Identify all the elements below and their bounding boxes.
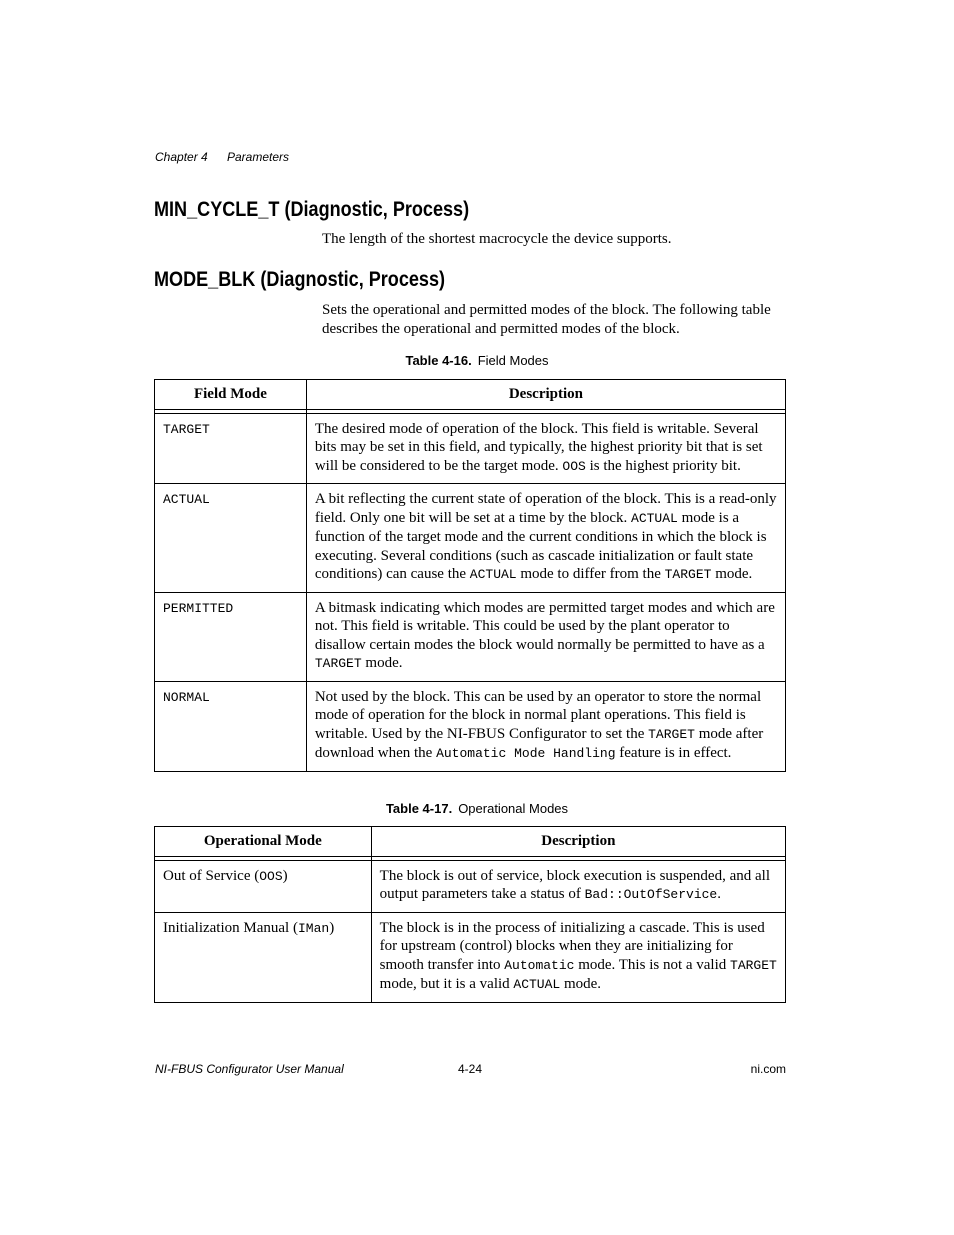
desc-text: .: [717, 886, 721, 902]
mode-value: PERMITTED: [163, 600, 234, 616]
desc-code: Automatic Mode Handling: [436, 746, 616, 761]
footer-page-number: 4-24: [458, 1062, 483, 1076]
mode-text: ): [329, 919, 335, 936]
footer-manual-title: NI-FBUS Configurator User Manual: [155, 1062, 344, 1076]
description-cell: [306, 413, 785, 484]
chapter-label: Chapter 4: [155, 150, 208, 164]
mode-text: ): [282, 867, 288, 884]
mode-code: OOS: [259, 868, 283, 884]
section-body-mode-blk: [322, 301, 792, 338]
desc-text: mode.: [560, 976, 602, 992]
mode-text: Out of Service (: [163, 867, 260, 884]
desc-code: TARGET: [664, 567, 712, 582]
table-row: [155, 413, 786, 484]
desc-text: A bit reflecting the current state of operation of the block. This is a read-only field. Only one bit will be set at a time by the block.: [314, 491, 777, 526]
mode-cell: [155, 681, 307, 771]
section-heading-min-cycle: MIN_CYCLE_T (Diagnostic, Process): [154, 198, 470, 221]
desc-text: The desired mode of operation of the block. This field is writable. Several bits may be set in this field, and typically, the highest priority bit that is set will be considered to be the target mode.: [314, 420, 763, 474]
mode-cell: [155, 912, 372, 1002]
table-row: [155, 484, 786, 593]
description-cell: [306, 484, 785, 593]
section-heading-mode-blk: MODE_BLK (Diagnostic, Process): [154, 268, 446, 291]
desc-text: mode.: [361, 655, 403, 671]
desc-text: mode.: [711, 566, 753, 582]
description-cell: [371, 912, 785, 1002]
desc-text: The block is out of service, block execution is suspended, and all output parameters take a status of: [379, 867, 770, 902]
field-modes-table: [154, 379, 786, 772]
mode-cell: [155, 592, 307, 681]
desc-code: TARGET: [648, 726, 695, 742]
desc-text: The block is in the process of initializing a cascade. This is used for upstream (control) blocks when they are initializing for smooth transfer into: [379, 919, 765, 973]
section-body-min-cycle: The length of the shortest macrocycle the device supports.: [322, 231, 672, 247]
footer-website: ni.com: [750, 1062, 786, 1076]
desc-text: feature is in effect.: [615, 745, 732, 761]
body-line: describes the operational and permitted modes of the block.: [322, 320, 680, 337]
table-caption-number: Table 4-17.: [385, 801, 453, 816]
desc-code: ACTUAL: [513, 977, 561, 992]
description-cell: [306, 592, 785, 681]
desc-code: OOS: [562, 458, 586, 474]
desc-code: Bad::OutOfService: [584, 887, 718, 902]
desc-text: mode is a function of the target mode and the current conditions in which the block is executing. Several conditions (such as cascade initialization or fault state conditions) can cause the: [314, 509, 767, 582]
body-line: Sets the operational and permitted modes of the block. The following table: [322, 302, 771, 318]
desc-code: ACTUAL: [631, 510, 678, 526]
table-row: [155, 681, 786, 771]
table-caption-title: Field Modes: [477, 353, 549, 368]
description-cell: [371, 860, 785, 912]
table-header-cell: Description: [371, 827, 785, 857]
desc-text: mode after download when the: [314, 725, 764, 761]
table-header-cell: Operational Mode: [155, 827, 372, 857]
table-caption-title: Operational Modes: [458, 801, 569, 816]
section-label: Parameters: [227, 150, 290, 164]
mode-value: NORMAL: [163, 689, 210, 705]
table-caption-field-modes: [0, 353, 954, 368]
desc-code: TARGET: [314, 656, 362, 671]
desc-text: mode, but it is a valid: [379, 976, 514, 992]
description-cell: [306, 681, 785, 771]
table-caption-number: Table 4-16.: [405, 353, 472, 368]
desc-code: ACTUAL: [469, 567, 517, 582]
desc-code: Automatic: [504, 957, 575, 973]
desc-text: A bitmask indicating which modes are permitted target modes and which are not. This field is writable. This could be used by the plant operator to disallow certain modes the block would normally be permitted to have as a: [314, 599, 775, 653]
desc-code: TARGET: [730, 957, 777, 973]
running-head: [155, 150, 289, 164]
mode-value: TARGET: [163, 421, 210, 437]
desc-text: mode to differ from the: [516, 566, 665, 582]
table-row: [155, 912, 786, 1002]
table-caption-operational-modes: [0, 801, 954, 816]
mode-text: Initialization Manual (: [163, 919, 298, 936]
desc-text: Not used by the block. This can be used by an operator to store the normal mode of operation for the block in normal plant operations. This field is writable. Used by the NI-FBUS Configurator to set the: [314, 688, 762, 742]
mode-cell: [155, 860, 372, 912]
table-row: [155, 860, 786, 912]
desc-text: is the highest priority bit.: [585, 457, 741, 474]
mode-cell: [155, 413, 307, 484]
table-header-cell: Description: [306, 380, 785, 410]
table-header-cell: Field Mode: [155, 380, 307, 410]
operational-modes-table: [154, 826, 786, 1003]
desc-text: mode. This is not a valid: [574, 956, 731, 973]
table-row: [155, 592, 786, 681]
mode-code: IMan: [297, 920, 330, 936]
mode-value: ACTUAL: [163, 492, 210, 507]
mode-cell: [155, 484, 307, 593]
